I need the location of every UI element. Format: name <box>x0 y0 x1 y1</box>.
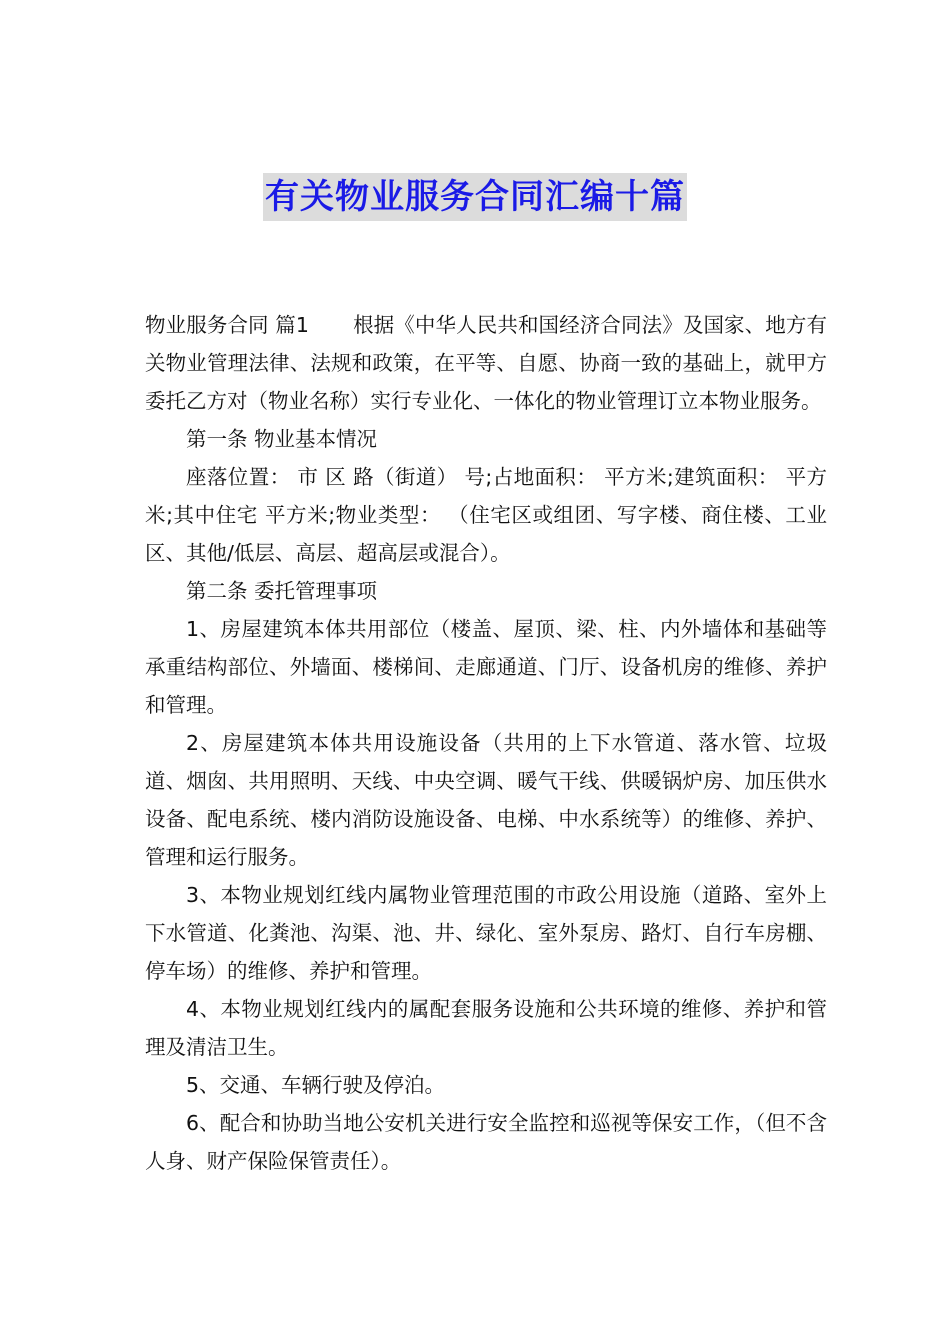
property-location-paragraph: 座落位置： 市 区 路（街道） 号;占地面积： 平方米;建筑面积： 平方米;其中住宅 平方米;物业类型： （住宅区或组团、写字楼、商住楼、工业区、其他/低层、高层、超高层或混合）。 <box>145 465 827 565</box>
article-1-heading: 第一条 物业基本情况 <box>186 427 378 451</box>
lead-paragraph <box>145 306 827 420</box>
item-4-paragraph: 4、本物业规划红线内的属配套服务设施和公共环境的维修、养护和管理及清洁卫生。 <box>145 997 827 1059</box>
item-1-paragraph: 1、房屋建筑本体共用部位（楼盖、屋顶、梁、柱、内外墙体和基础等承重结构部位、外墙面、楼梯间、走廊通道、门厅、设备机房的维修、养护和管理。 <box>145 617 827 717</box>
item-2-paragraph: 2、房屋建筑本体共用设施设备（共用的上下水管道、落水管、垃圾道、烟囱、共用照明、天线、中央空调、暖气干线、供暖锅炉房、加压供水设备、配电系统、楼内消防设施设备、电梯、中水系统等）的维修、养护、管理和运行服务。 <box>145 731 827 869</box>
document-body <box>145 306 827 1180</box>
lead-text: 根据《中华人民共和国经济合同法》及国家、地方有关物业管理法律、法规和政策，在平等、自愿、协商一致的基础上，就甲方委托乙方对（物业名称）实行专业化、一体化的物业管理订立本物业服务。 <box>145 313 828 413</box>
item-6-paragraph: 6、配合和协助当地公安机关进行安全监控和巡视等保安工作，（但不含人身、财产保险保管责任）。 <box>145 1111 827 1173</box>
item-5-paragraph: 5、交通、车辆行驶及停泊。 <box>186 1073 446 1097</box>
title-container <box>0 173 950 221</box>
document-title: 有关物业服务合同汇编十篇 <box>263 173 687 221</box>
article-2-heading: 第二条 委托管理事项 <box>186 579 378 603</box>
section-label: 物业服务合同 篇1 <box>145 313 309 337</box>
item-3-paragraph: 3、本物业规划红线内属物业管理范围的市政公用设施（道路、室外上下水管道、化粪池、沟渠、池、井、绿化、室外泵房、路灯、自行车房棚、停车场）的维修、养护和管理。 <box>145 883 827 983</box>
